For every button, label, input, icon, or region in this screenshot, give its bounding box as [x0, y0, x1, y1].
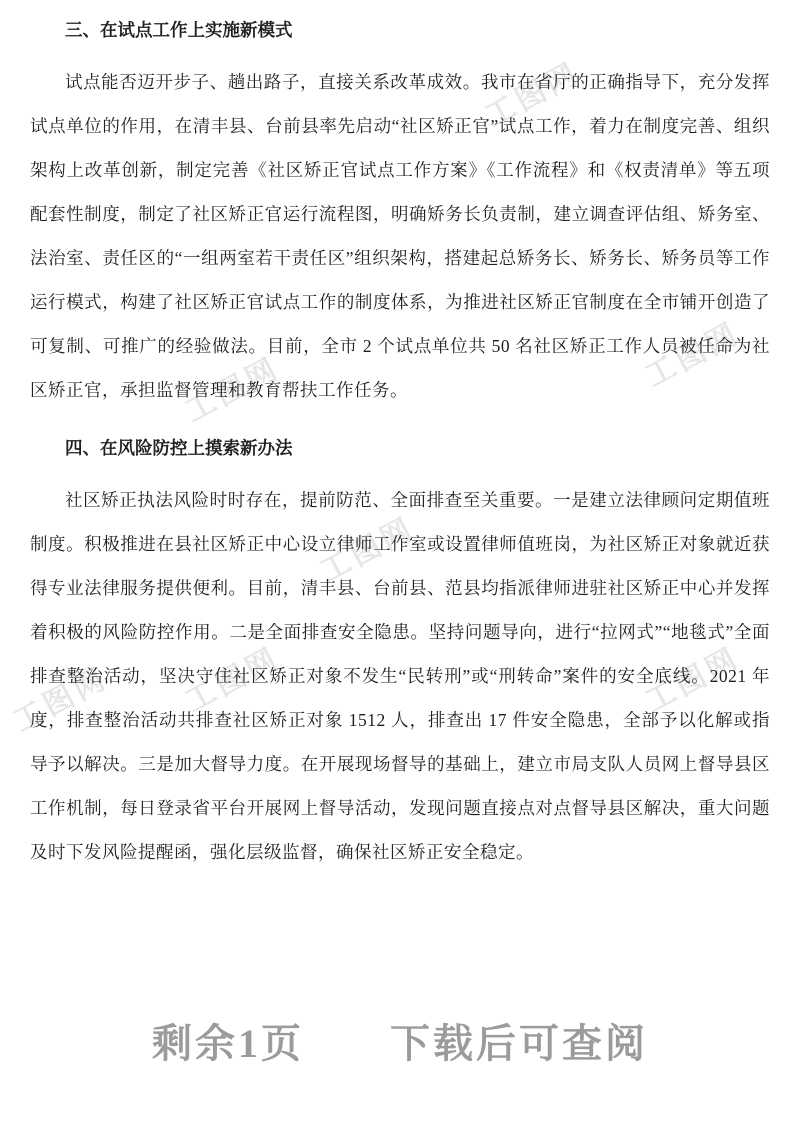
- watermark-text: 工图网: [479, 56, 586, 134]
- section-heading-3: 三、在试点工作上实施新模式: [65, 20, 293, 40]
- watermark-text: 工图网: [7, 661, 114, 739]
- section-4-paragraph: 社区矫正执法风险时时存在，提前防范、全面排查至关重要。一是建立法律顾问定期值班制度。积极推进在县社区矫正中心设立律师工作室或设置律师值班岗，为社区矫正对象就近获得专业法律服务提供便利。目前，清丰县、台前县、范县均指派律师进驻社区矫正中心并发挥着积极的风险防控作用。二是全面排查安全隐患。坚持问题导向，进行“拉网式”“地毯式”全面排查整治活动，坚决守住社区矫正对象不发生“民转刑”或“刑转命”案件的安全底线。2021 年度，排查整治活动共排查社区矫正对象 1512 人，排查出 17 件安全隐患，全部予以化解或指导予以解决。三是加大督导力度。在开展现场督导的基础上，建立市局支队人员网上督导县区工作机制，每日登录省平台开展网上督导活动，发现问题直接点对点督导县区解决，重大问题及时下发风险提醒函，强化层级监督，确保社区矫正安全稳定。: [30, 490, 770, 862]
- remaining-pages-note: 剩余1页 下载后可查阅: [152, 1021, 648, 1066]
- section-3-paragraph: 试点能否迈开步子、趟出路子，直接关系改革成效。我市在省厅的正确指导下，充分发挥试点单位的作用，在清丰县、台前县率先启动“社区矫正官”试点工作，着力在制度完善、组织架构上改革创新，制定完善《社区矫正官试点工作方案》《工作流程》和《权责清单》等五项配套性制度，制定了社区矫正官运行流程图，明确矫务长负责制，建立调查评估组、矫务室、法治室、责任区的“一组两室若干责任区”组织架构，搭建起总矫务长、矫务长、矫务员等工作运行模式，构建了社区矫正官试点工作的制度体系，为推进社区矫正官制度在全市铺开创造了可复制、可推广的经验做法。目前，全市 2 个试点单位共 50 名社区矫正工作人员被任命为社区矫正官，承担监督管理和教育帮扶工作任务。: [30, 72, 770, 400]
- watermark-text: 工图网: [639, 316, 746, 394]
- watermark-text: 工图网: [179, 351, 286, 429]
- watermark-text: 工图网: [639, 641, 746, 719]
- section-heading-4: 四、在风险防控上摸索新办法: [65, 438, 293, 458]
- watermark-text: 工图网: [314, 511, 421, 589]
- watermark-text: 工图网: [179, 641, 286, 719]
